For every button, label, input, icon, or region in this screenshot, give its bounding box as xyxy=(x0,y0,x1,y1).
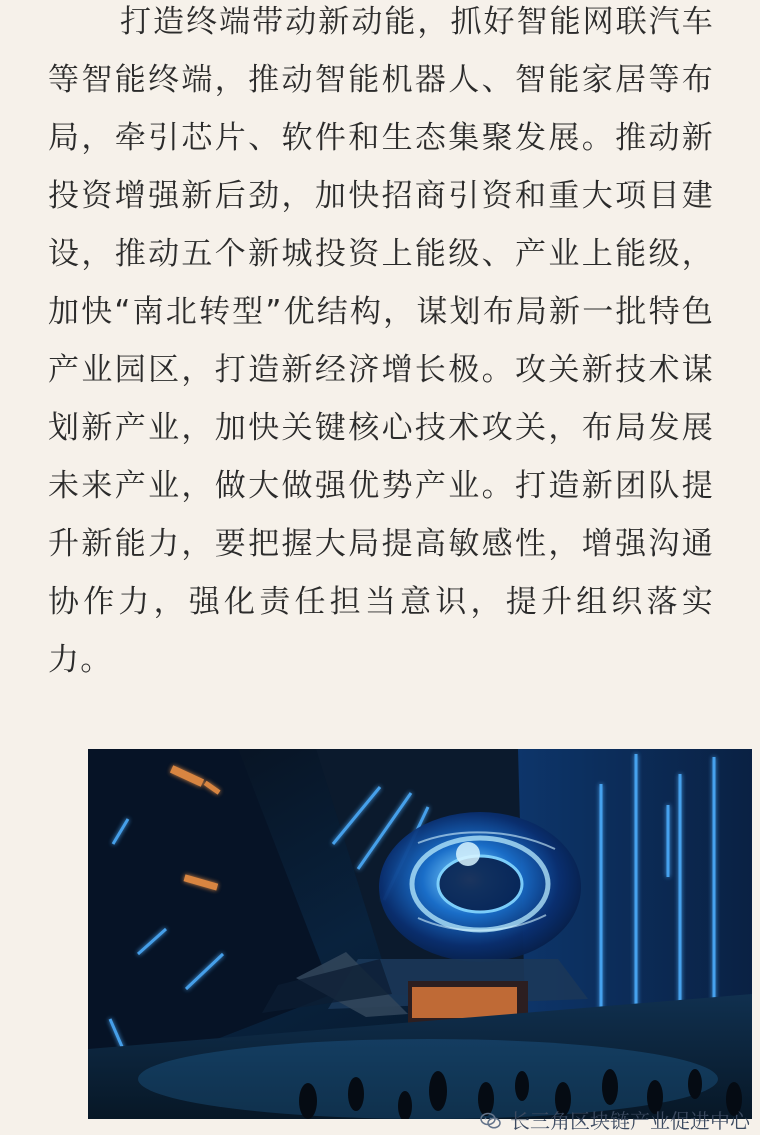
article-line: 升新能力，要把握大局提高敏感性，增强沟通 xyxy=(48,526,714,562)
article-line: 力。 xyxy=(48,642,113,678)
article-line: 产业园区，打造新经济增长极。攻关新技术谋 xyxy=(48,352,714,388)
article-line: 未来产业，做大做强优势产业。打造新团队提 xyxy=(48,468,714,504)
article-line: 设，推动五个新城投资上能级、产业上能级， xyxy=(48,236,714,272)
wechat-watermark xyxy=(480,1108,750,1131)
article-line: 投资增强新后劲，加快招商引资和重大项目建 xyxy=(48,178,714,214)
article-body xyxy=(48,0,714,696)
wechat-icon xyxy=(480,1111,502,1129)
article-line: 划新产业，加快关键核心技术攻关，布局发展 xyxy=(48,410,714,446)
futuristic-atrium-image xyxy=(88,749,752,1119)
article-line: 协作力，强化责任担当意识，提升组织落实 xyxy=(48,584,714,620)
article-line: 打造终端带动新动能，抓好智能网联汽车 xyxy=(120,4,714,40)
watermark-text: 长三角区块链产业促进中心 xyxy=(510,1109,750,1133)
article-line: 等智能终端，推动智能机器人、智能家居等布 xyxy=(48,62,714,98)
article-line: 局，牵引芯片、软件和生态集聚发展。推动新 xyxy=(48,120,714,156)
article-line: 加快“南北转型”优结构，谋划布局新一批特色 xyxy=(48,294,714,330)
